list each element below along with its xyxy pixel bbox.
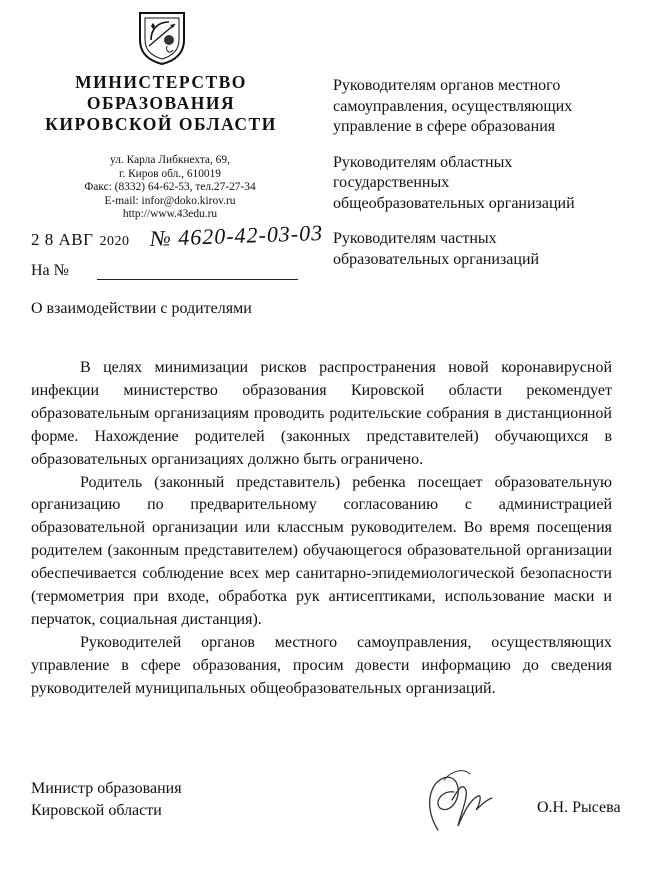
website-line: http://www.43edu.ru bbox=[122, 208, 218, 221]
contact-details bbox=[20, 154, 320, 222]
recipients-block bbox=[333, 76, 623, 285]
address-line: ул. Карла Либкнехта, 69, bbox=[110, 154, 230, 166]
date-stamp-day-month: 2 8 АВГ bbox=[31, 230, 94, 249]
signatory-name: О.Н. Рысева bbox=[537, 799, 621, 816]
signatory-title-line: Министр образования bbox=[31, 780, 182, 797]
recipient-group bbox=[333, 153, 623, 215]
recipient-line: государственных bbox=[333, 174, 450, 191]
ministry-name-line: КИРОВСКОЙ ОБЛАСТИ bbox=[45, 114, 277, 134]
ministry-name bbox=[20, 72, 302, 135]
body-paragraph: В целях минимизации рисков распространения новой коронавирусной инфекции министерство образования Кировской области рекомендует образовательным организациям проводить родительские собрания в дистанционной форме. Нахождение родителей (законных представителей) обучающихся в образовательных организациях должно быть ограничено. bbox=[31, 359, 612, 468]
body-paragraph: Руководителей органов местного самоуправления, осуществляющих управление в сфере образования, просим довести информацию до сведения руководителей муниципальных общеобразовательных организаций. bbox=[31, 633, 612, 697]
recipient-line: Руководителям органов местного bbox=[333, 77, 561, 94]
letter-subject: О взаимодействии с родителями bbox=[31, 300, 252, 317]
date-stamp bbox=[31, 230, 129, 250]
registration-number: № 4620-42-03-03 bbox=[149, 219, 324, 251]
coat-of-arms-icon bbox=[137, 10, 187, 66]
recipient-line: Руководителям частных bbox=[333, 230, 497, 247]
body-paragraph: Родитель (законный представитель) ребенка посещает образовательную организацию по предварительному согласованию с администрацией образовательной организации или классным руководителем. Во время посещения родителем (законным представителем) обучающегося образовательной организации обеспечивается соблюдение всех мер санитарно-эпидемиологической безопасности (термометрия при входе, обработка рук антисептиками, использование маски и перчаток, социальная дистанция). bbox=[31, 473, 612, 628]
address-line: г. Киров обл., 610019 bbox=[119, 167, 221, 180]
reference-number-label: На № bbox=[31, 262, 69, 279]
handwritten-signature bbox=[408, 760, 508, 840]
recipient-group bbox=[333, 76, 623, 138]
reference-number-line bbox=[97, 279, 298, 280]
recipient-line: Руководителям областных bbox=[333, 153, 513, 171]
email-line: E-mail: infor@doko.kirov.ru bbox=[104, 194, 236, 207]
signatory-title bbox=[31, 778, 182, 822]
date-stamp-year: 2020 bbox=[99, 234, 130, 249]
letter-body bbox=[31, 357, 612, 701]
fax-phone-line: Факс: (8332) 64-62-53, тел.27-27-34 bbox=[84, 181, 256, 194]
recipient-line: управление в сфере образования bbox=[333, 118, 556, 135]
recipient-group bbox=[333, 229, 623, 270]
recipient-line: общеобразовательных организаций bbox=[333, 194, 575, 212]
signatory-title-line: Кировской области bbox=[31, 802, 162, 819]
recipient-line: самоуправления, осуществляющих bbox=[333, 97, 573, 115]
recipient-line: образовательных организаций bbox=[333, 250, 540, 268]
ministry-name-line: МИНИСТЕРСТВО bbox=[75, 72, 247, 92]
ministry-name-line: ОБРАЗОВАНИЯ bbox=[86, 93, 236, 113]
